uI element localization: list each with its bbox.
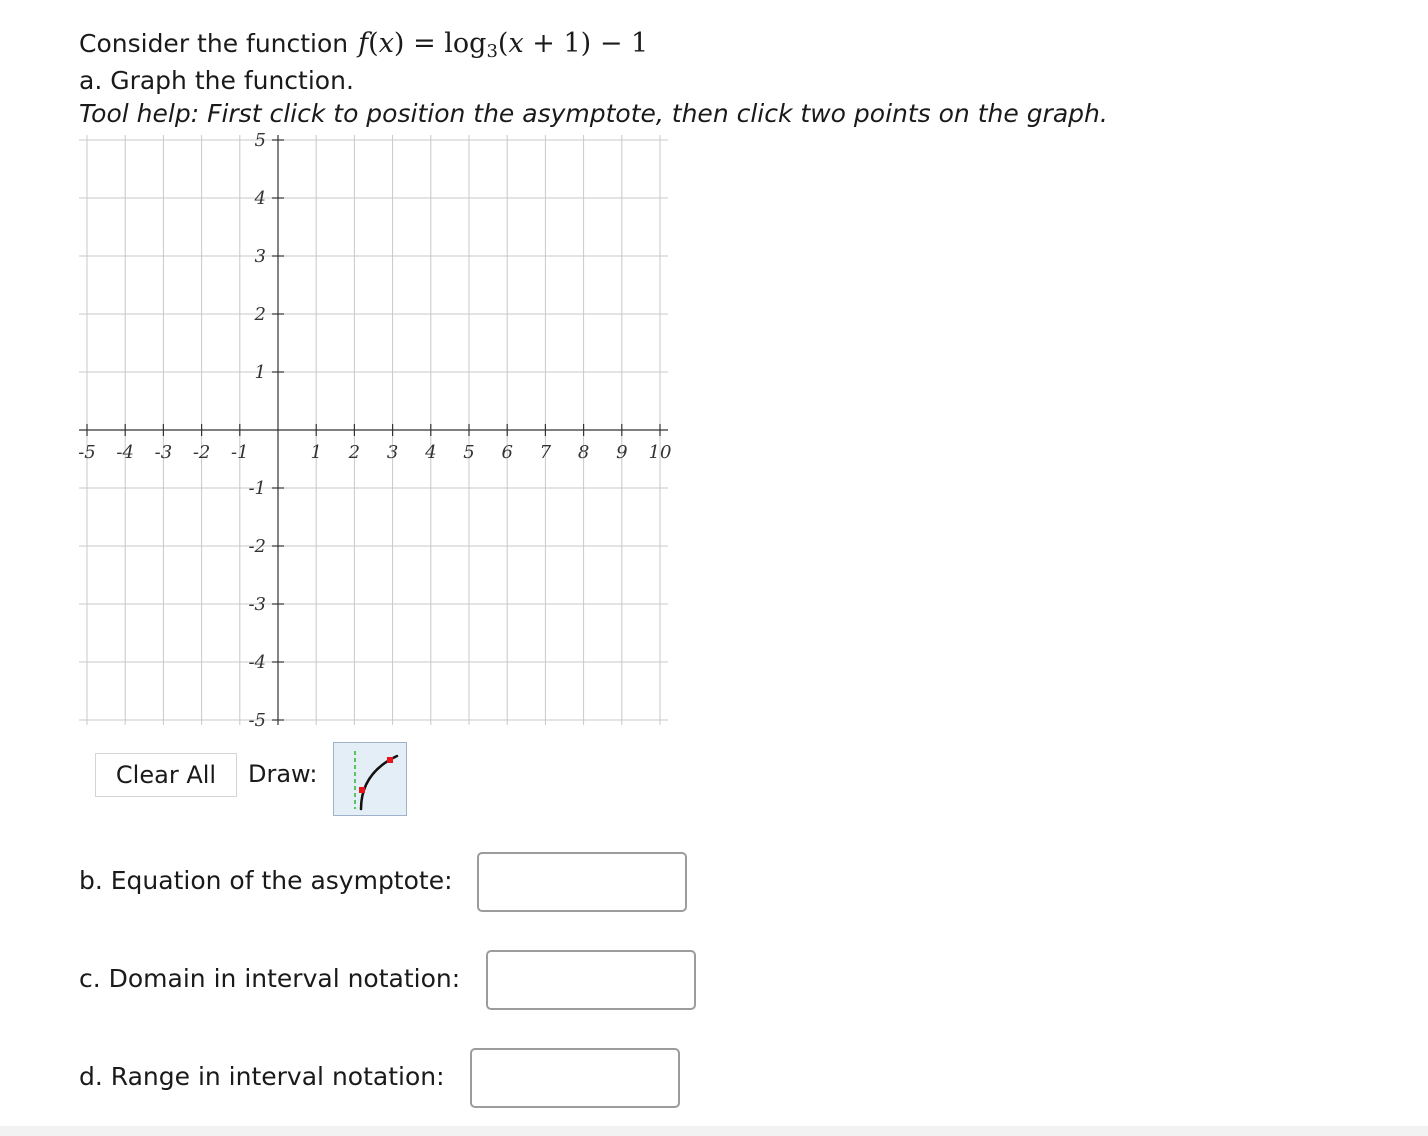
x-tick-label: -2 [192,442,211,463]
part-a-label: a. Graph the function. [79,66,354,95]
y-tick-label: -3 [248,594,266,615]
x-tick-label: 8 [577,442,590,463]
y-tick-label: -4 [248,652,266,673]
x-tick-label: 9 [616,442,628,463]
y-tick-label: -2 [248,536,266,557]
x-tick-label: -1 [231,442,249,463]
x-tick-label: 5 [463,442,475,463]
y-tick-label: 3 [254,246,266,267]
footer-strip [0,1126,1428,1136]
graph-click-area[interactable] [80,138,668,720]
x-tick-label: 3 [386,442,399,463]
y-tick-label: 1 [254,362,266,383]
question-line-1 [79,28,648,62]
x-tick-label: 10 [648,442,672,463]
y-tick-label: 2 [254,304,266,325]
x-tick-label: -3 [154,442,173,463]
x-tick-label: -5 [78,442,96,463]
tool-help-text: Tool help: First click to position the asymptote, then click two points on the graph. [79,99,1108,128]
domain-input[interactable] [486,950,696,1010]
range-label: d. Range in interval notation: [79,1062,445,1091]
x-tick-label: -4 [116,442,134,463]
x-tick-label: 2 [348,442,361,463]
y-tick-label: 5 [254,130,266,151]
x-tick-label: 4 [425,442,437,463]
x-tick-label: 7 [539,442,552,463]
y-tick-label: -1 [248,478,266,499]
range-input[interactable] [470,1048,680,1108]
clear-all-button[interactable]: Clear All [95,753,237,797]
asymptote-log-curve-icon [334,743,408,817]
log-graph-tool-button[interactable] [333,742,407,816]
question-intro: Consider the function [79,29,349,58]
x-tick-label: 1 [310,442,322,463]
draw-label: Draw: [248,760,318,788]
function-expression: $f(x) = \log_3(x + 1) - 1$ [358,28,649,62]
asymptote-input[interactable] [477,852,687,912]
x-tick-label: 6 [501,442,513,463]
asymptote-label: b. Equation of the asymptote: [79,866,453,895]
y-tick-label: -5 [248,710,266,731]
domain-label: c. Domain in interval notation: [79,964,461,993]
y-tick-label: 4 [254,188,266,209]
